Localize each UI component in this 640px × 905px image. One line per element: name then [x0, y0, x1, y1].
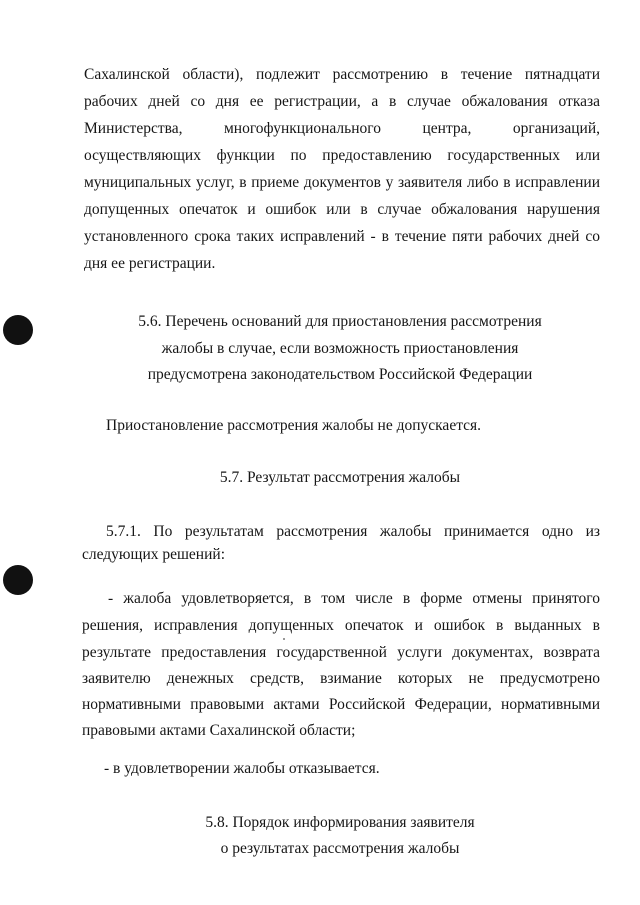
- text-line: 5.7.1. По результатам рассмотрения жалобы принимается одно из: [106, 523, 600, 540]
- heading-line: о результатах рассмотрения жалобы: [220, 840, 460, 857]
- text-line: дня ее регистрации.: [84, 255, 216, 272]
- text-line: - жалоба удовлетворяется, в том числе в форме отмены принятого: [108, 590, 600, 607]
- text-line: результате предоставления государственной услуги документах, возврата: [82, 644, 600, 661]
- text-line: Сахалинской области), подлежит рассмотрению в течение пятнадцати: [84, 66, 600, 83]
- text-line: решения, исправления допущенных опечаток и ошибок в выданных в: [82, 617, 600, 634]
- scan-speck: [283, 638, 285, 640]
- text-line: допущенных опечаток и ошибок или в случае обжалования нарушения: [84, 201, 600, 218]
- text-line: осуществляющих функции по предоставлению государственных или: [84, 147, 600, 164]
- text-line: правовыми актами Сахалинской области;: [82, 722, 356, 739]
- heading-line: 5.6. Перечень оснований для приостановления рассмотрения: [138, 313, 542, 330]
- text-line: рабочих дней со дня ее регистрации, а в случае обжалования отказа: [84, 93, 600, 110]
- decision-item-deny: - в удовлетворении жалобы отказывается.: [104, 760, 380, 777]
- text-line: следующих решений:: [82, 546, 225, 563]
- section-5-7-heading: 5.7. Результат рассмотрения жалобы: [219, 469, 461, 486]
- text-line: муниципальных услуг, в приеме документов у заявителя либо в исправлении: [84, 174, 600, 191]
- punch-hole-top: [3, 315, 33, 345]
- heading-line: жалобы в случае, если возможность приостановления: [161, 340, 519, 357]
- punch-hole-bottom: [3, 565, 33, 595]
- text-line: Министерства, многофункционального центра, организаций,: [84, 120, 600, 137]
- section-5-6-text: Приостановление рассмотрения жалобы не допускается.: [106, 417, 482, 434]
- text-line: установленного срока таких исправлений - в течение пяти рабочих дней со: [84, 228, 600, 245]
- text-line: нормативными правовыми актами Российской Федерации, нормативными: [82, 696, 600, 713]
- heading-line: предусмотрена законодательством Российской Федерации: [147, 366, 533, 383]
- heading-line: 5.8. Порядок информирования заявителя: [205, 814, 475, 831]
- text-line: заявителю денежных средств, взимание которых не предусмотрено: [82, 670, 600, 687]
